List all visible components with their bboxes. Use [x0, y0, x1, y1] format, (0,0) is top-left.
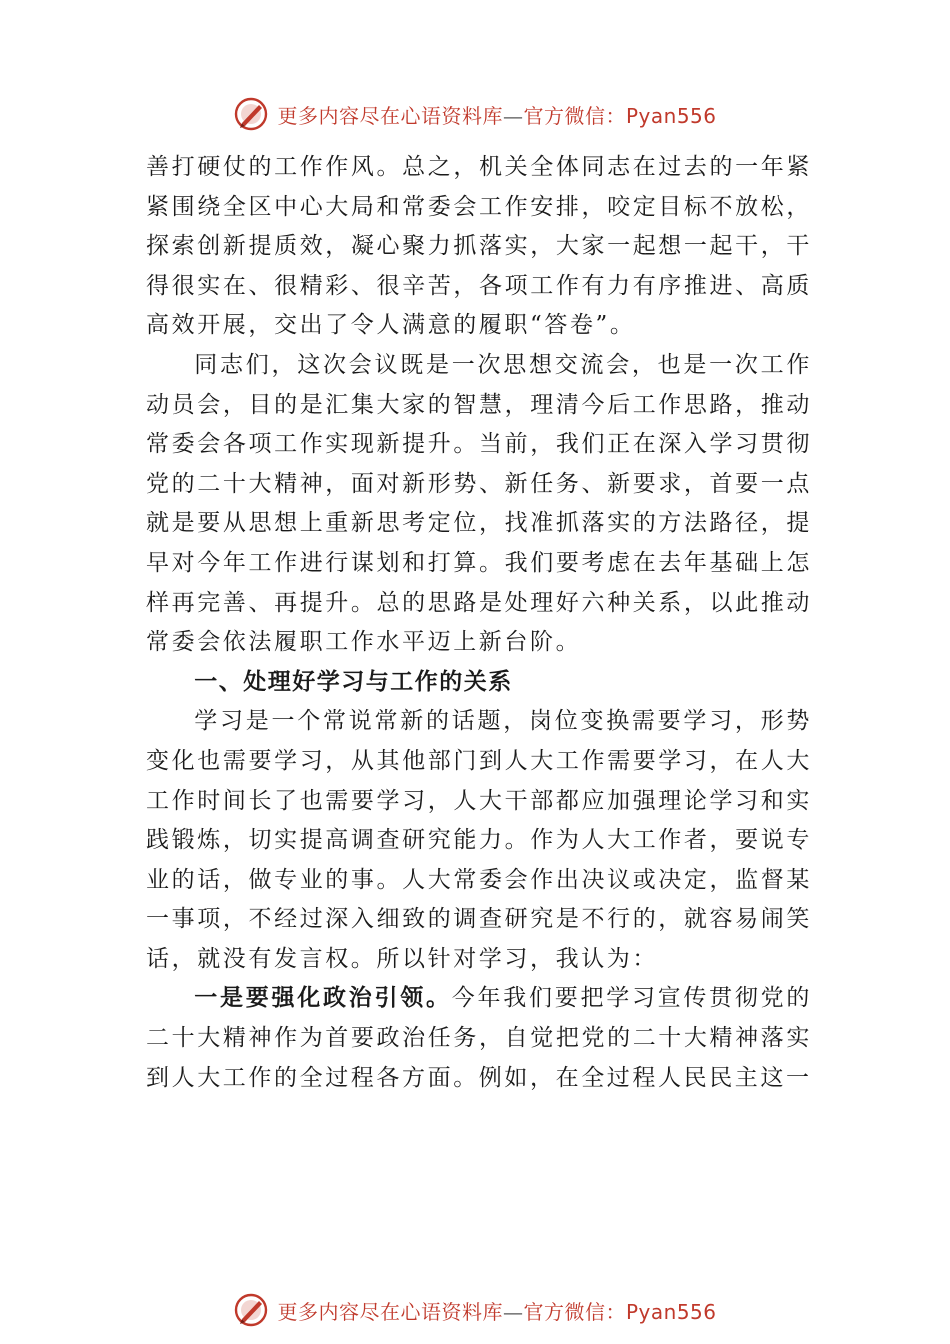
brand-text: 更多内容尽在心语资料库	[277, 103, 503, 128]
paragraph-body: 今年我们要把学习宣传贯彻党的二十大精神作为首要政治任务，自觉把党的二十大精神落实到人大工作的全过程各方面。例如，在全过程人民民主这一	[146, 985, 812, 1091]
section-heading: 一、处理好学习与工作的关系	[194, 668, 513, 695]
paragraph	[146, 979, 812, 1098]
footer-banner	[0, 1288, 950, 1332]
wechat-id: Pyan556	[625, 103, 717, 128]
paragraph: 善打硬仗的工作作风。总之，机关全体同志在过去的一年紧紧围绕全区中心大局和常委会工作安排，咬定目标不放松， 探索创新提质效，凝心聚力抓落实，大家一起想一起干，干得很实在、很精彩、很辛苦，各项工作有力有序推进、高质高效开展，交出了令人满意的履职“答卷”。	[146, 154, 812, 339]
wechat-id: Pyan556	[625, 1299, 717, 1324]
contact-label: 官方微信：	[523, 1299, 626, 1324]
separator: —	[502, 1299, 524, 1324]
header-banner	[0, 92, 950, 136]
contact-label: 官方微信：	[523, 103, 626, 128]
document-body	[146, 148, 812, 1098]
paragraph: 同志们，这次会议既是一次思想交流会，也是一次工作动员会，目的是汇集大家的智慧，理清今后工作思路，推动常委会各项工作实现新提升。当前，我们正在深入学习贯彻党的二十大精神，面对新形势、新任务、新要求，首要一点就是要从思想上重新思考定位，找准抓落实的方法路径，提早对今年工作进行谋划和打算。我们要考虑在去年基础上怎样再完善、再提升。总的思路是处理好六种关系，以此推动常委会依法履职工作水平迈上新台阶。	[146, 351, 812, 656]
paragraph-lead: 一是要强化政治引领。	[194, 985, 452, 1012]
separator: —	[502, 103, 524, 128]
brand-text: 更多内容尽在心语资料库	[277, 1299, 503, 1324]
paragraph: 学习是一个常说常新的话题，岗位变换需要学习，形势变化也需要学习，从其他部门到人大工作需要学习，在人大工作时间长了也需要学习，人大干部都应加强理论学习和实践锻炼，切实提高调查研究能力。作为人大工作者，要说专业的话，做专业的事。人大常委会作出决议或决定，监督某一事项，不经过深入细致的调查研究是不行的，就容易闹笑话，就没有发言权。所以针对学习，我认为：	[146, 708, 812, 972]
banner-text	[277, 1296, 716, 1325]
red-pen-seal-icon	[233, 96, 269, 132]
red-pen-seal-icon	[233, 1292, 269, 1328]
banner-text	[277, 100, 716, 129]
